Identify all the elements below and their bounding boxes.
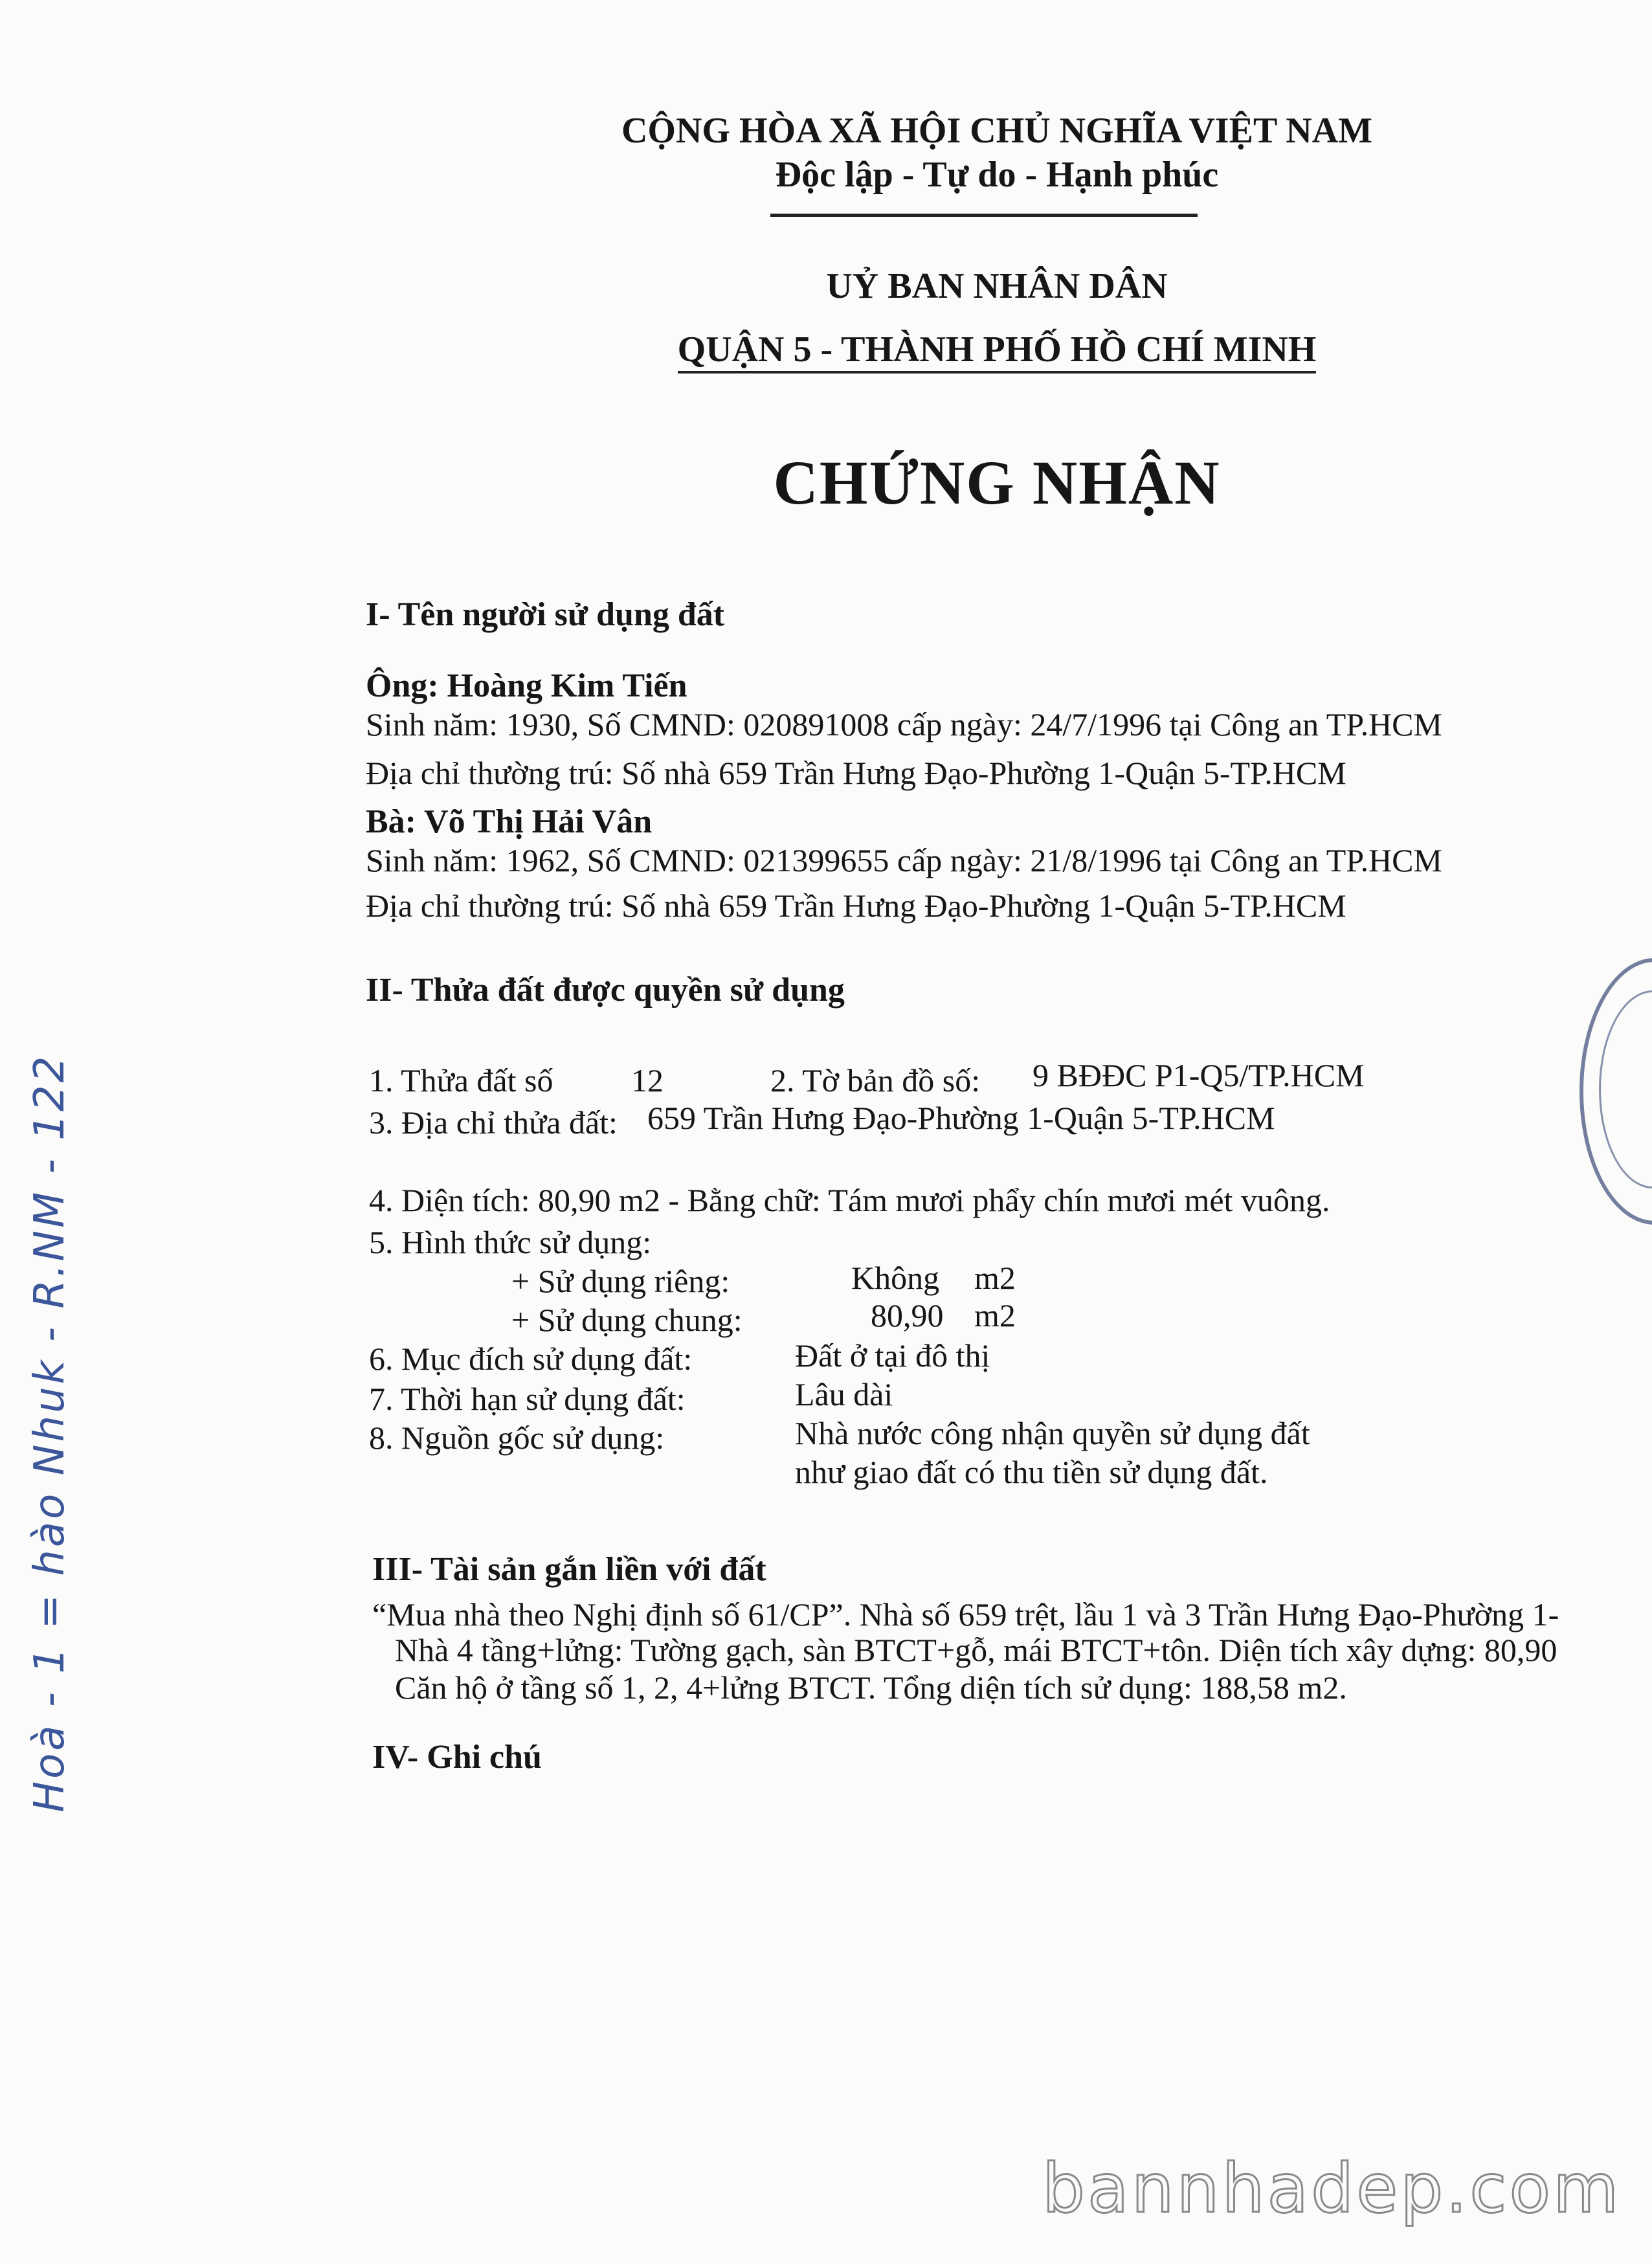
district-line-wrap [583,329,1411,370]
plot-number-value: 12 [631,1062,664,1098]
land-purpose-value: Đất ở tại đô thị [795,1337,990,1374]
handwritten-margin-note: Hoà - 1 = hào Nhuk - R.NM - 122 [26,1053,74,1812]
private-use-label: + Sử dụng riêng: [511,1263,730,1299]
area-line: 4. Diện tích: 80,90 m2 - Bằng chữ: Tám mươi phẩy chín mươi mét vuông. [369,1182,1330,1218]
plot-address-value: 659 Trần Hưng Đạo-Phường 1-Quận 5-TP.HCM [647,1100,1275,1136]
map-sheet-label: 2. Tờ bản đồ số: [770,1062,981,1098]
owner-2-name: Bà: Võ Thị Hải Vân [366,803,653,840]
land-origin-value-2: như giao đất có thu tiền sử dụng đất. [795,1454,1268,1490]
plot-number-label: 1. Thửa đất số [369,1062,553,1098]
owner-2-id: Sinh năm: 1962, Số CMND: 021399655 cấp ngày: 21/8/1996 tại Công an TP.HCM [366,842,1442,878]
shared-use-label: + Sử dụng chung: [511,1302,742,1338]
national-motto: Độc lập - Tự do - Hạnh phúc [775,155,1219,195]
plot-address-label: 3. Địa chỉ thửa đất: [369,1104,618,1141]
owner-1-name: Ông: Hoàng Kim Tiến [366,667,687,704]
owner-1-address: Địa chỉ thường trú: Số nhà 659 Trần Hưng Đạo-Phường 1-Quận 5-TP.HCM [366,755,1346,791]
section-2-heading: II- Thửa đất được quyền sử dụng [366,972,845,1009]
header-divider [770,214,1198,217]
owner-1-id: Sinh năm: 1930, Số CMND: 020891008 cấp ngày: 24/7/1996 tại Công an TP.HCM [366,706,1442,742]
land-term-value: Lâu dài [795,1376,893,1412]
authority-name: UỶ BAN NHÂN DÂN [826,266,1168,306]
country-name: CỘNG HÒA XÃ HỘI CHỦ NGHĨA VIỆT NAM [621,111,1373,151]
shared-use-value: 80,90 [871,1297,944,1333]
district-name: QUẬN 5 - THÀNH PHỐ HỒ CHÍ MINH [678,329,1317,373]
land-origin-label: 8. Nguồn gốc sử dụng: [369,1420,665,1456]
assets-line-1: “Mua nhà theo Nghị định số 61/CP”. Nhà số 659 trệt, lầu 1 và 3 Trần Hưng Đạo-Phường 1- [372,1596,1559,1633]
section-3-heading: III- Tài sản gắn liền với đất [372,1551,766,1588]
document-title: CHỨNG NHẬN [773,448,1221,517]
land-purpose-label: 6. Mục đích sử dụng đất: [369,1341,693,1377]
section-4-heading: IV- Ghi chú [372,1739,542,1776]
land-origin-value-1: Nhà nước công nhận quyền sử dụng đất [795,1415,1310,1451]
map-sheet-value: 9 BĐĐC P1-Q5/TP.HCM [1032,1057,1365,1093]
section-1-heading: I- Tên người sử dụng đất [366,596,725,633]
owner-2-address: Địa chỉ thường trú: Số nhà 659 Trần Hưng Đạo-Phường 1-Quận 5-TP.HCM [366,887,1346,924]
assets-line-3: Căn hộ ở tầng số 1, 2, 4+lửng BTCT. Tổng diện tích sử dụng: 188,58 m2. [395,1669,1347,1706]
private-use-value: Không [851,1260,940,1296]
shared-use-unit: m2 [974,1297,1016,1333]
assets-line-2: Nhà 4 tầng+lửng: Tường gạch, sàn BTCT+gỗ, mái BTCT+tôn. Diện tích xây dựng: 80,90 [395,1632,1557,1668]
land-term-label: 7. Thời hạn sử dụng đất: [369,1381,686,1417]
private-use-unit: m2 [974,1260,1016,1296]
site-watermark: bannhadep.com [1042,2149,1622,2228]
usage-form-label: 5. Hình thức sử dụng: [369,1224,652,1260]
